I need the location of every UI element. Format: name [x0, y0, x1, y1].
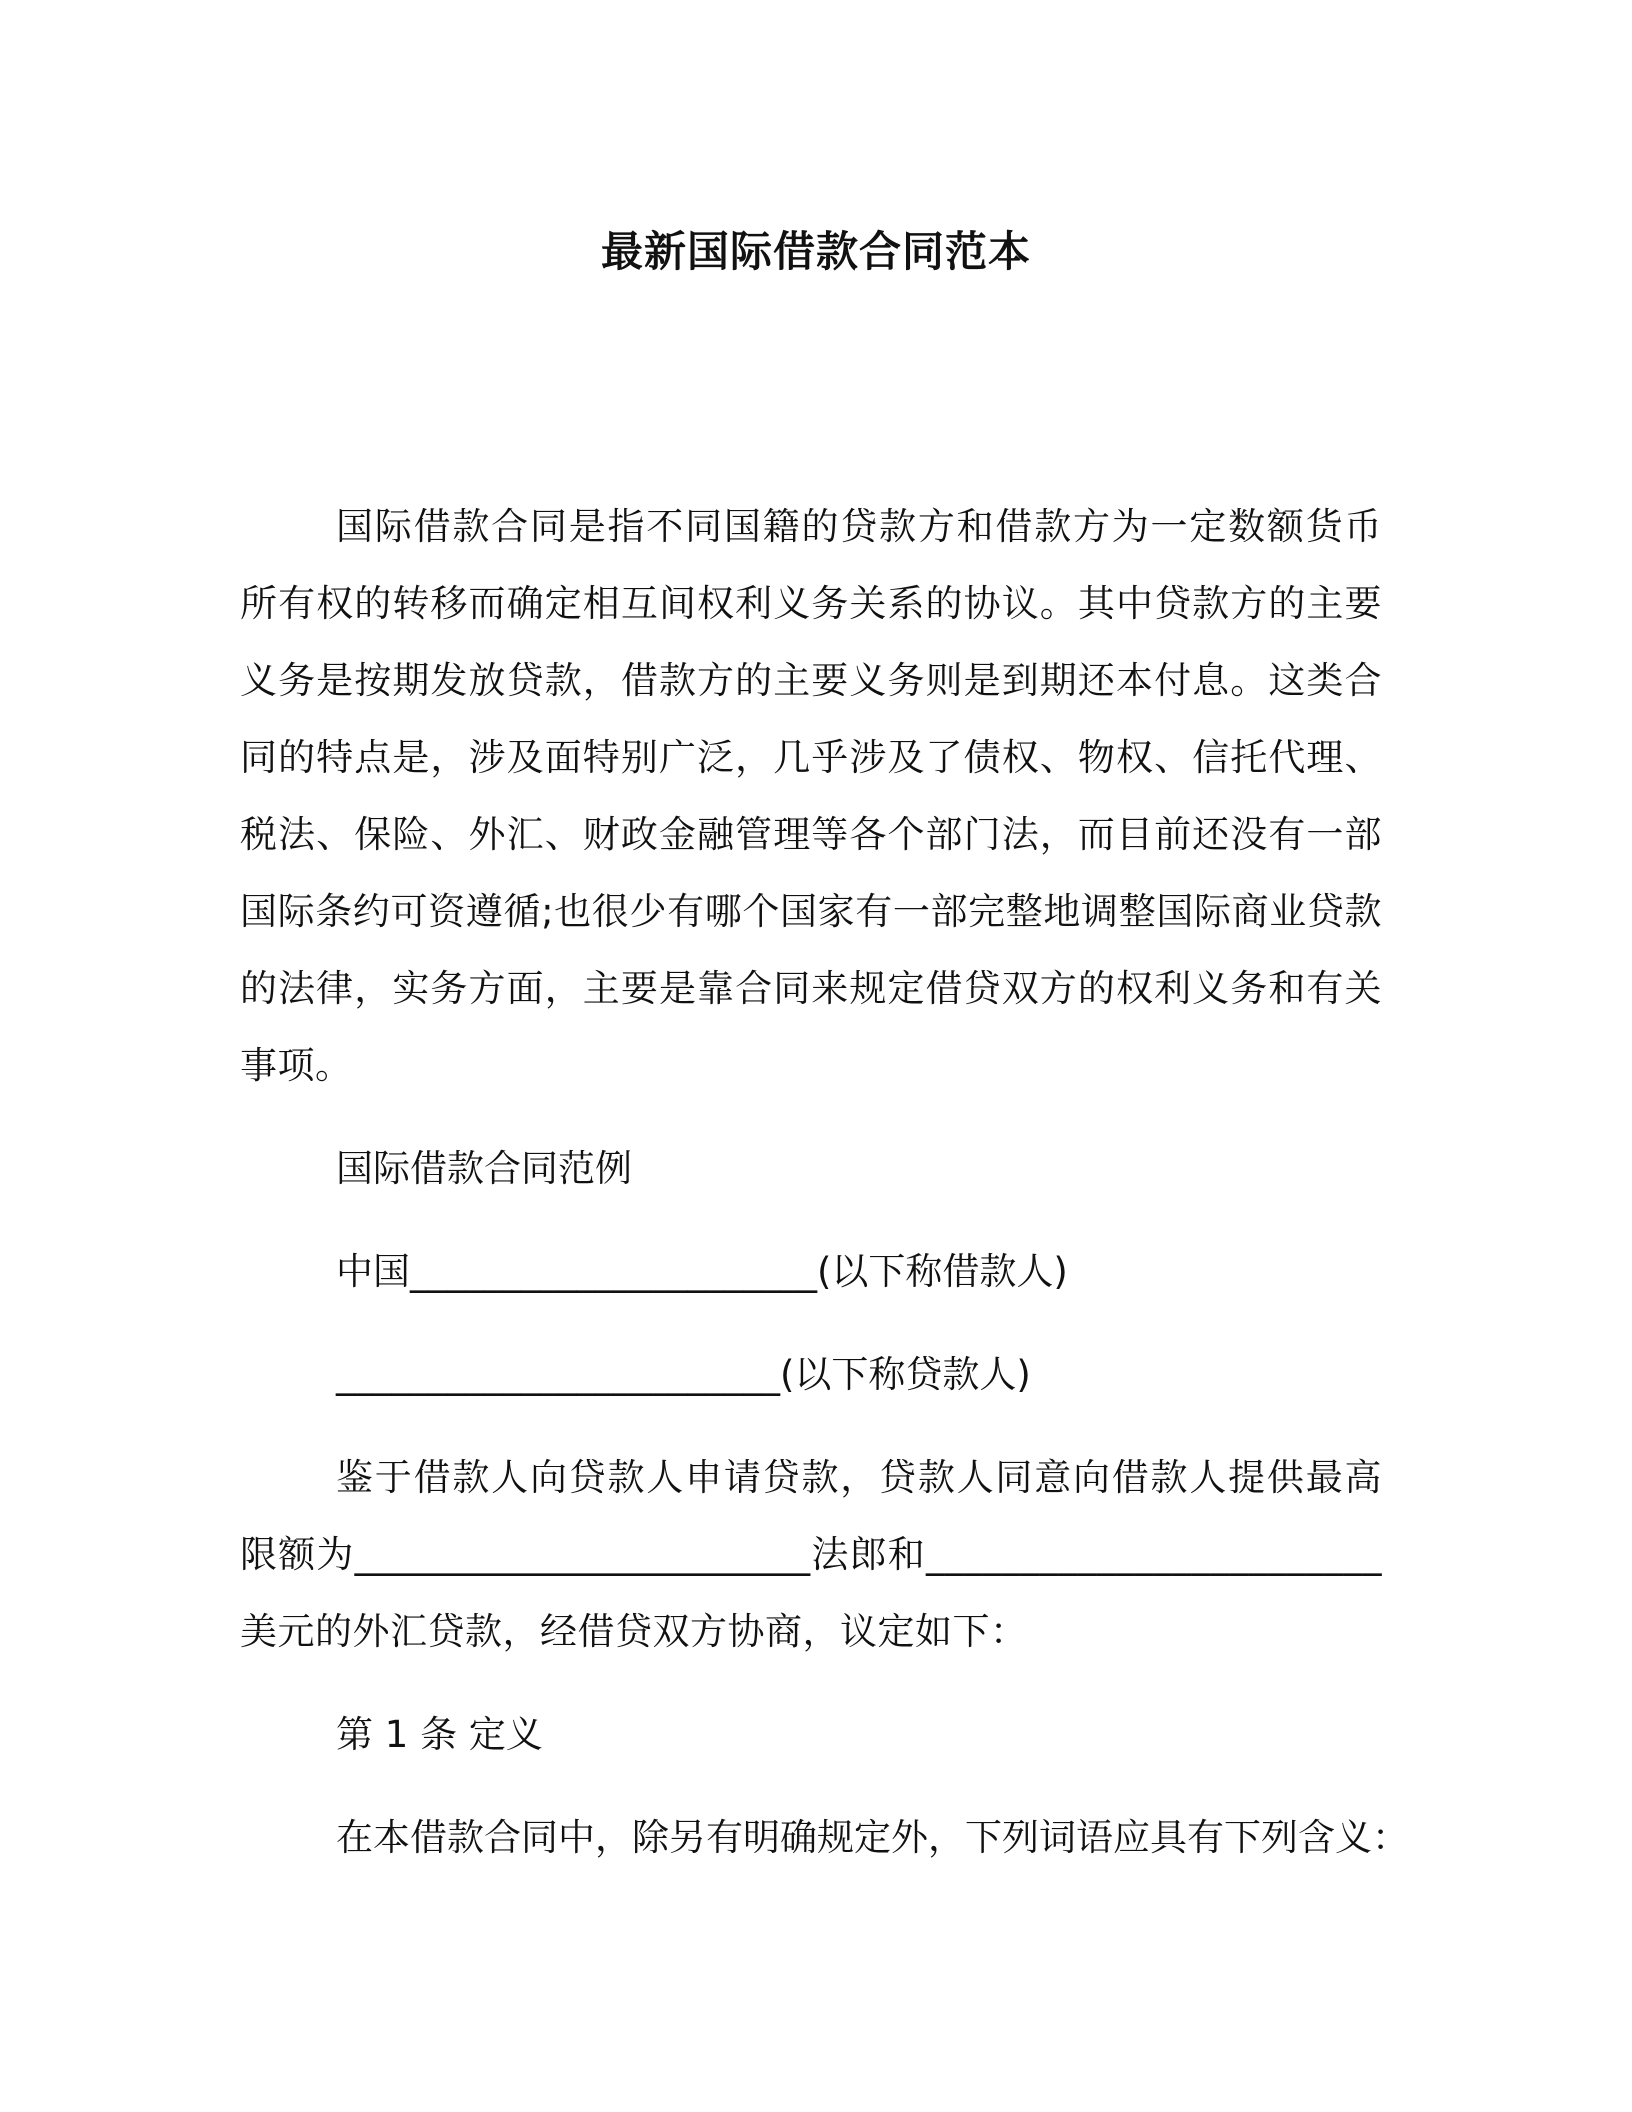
- article-1-text: 在本借款合同中，除另有明确规定外，下列词语应具有下列含义：: [336, 1816, 1409, 1859]
- borrower-line: 中国______________________(以下称借款人): [336, 1250, 1068, 1293]
- article-1-heading: 第 1 条 定义: [336, 1713, 543, 1756]
- document-body: [240, 488, 1409, 1876]
- example-heading: 国际借款合同范例: [336, 1147, 632, 1190]
- intro-paragraph: 国际借款合同是指不同国籍的贷款方和借款方为一定数额货币所有权的转移而确定相互间权利义务关系的协议。其中贷款方的主要义务是按期发放贷款，借款方的主要义务则是到期还本付息。这类合同的特点是，涉及面特别广泛，几乎涉及了债权、物权、信托代理、税法、保险、外汇、财政金融管理等各个部门法，而目前还没有一部国际条约可资遵循;也很少有哪个国家有一部完整地调整国际商业贷款的法律，实务方面，主要是靠合同来规定借贷双方的权利义务和有关事项。: [240, 505, 1382, 1087]
- whereas-paragraph: 鉴于借款人向贷款人申请贷款，贷款人同意向借款人提供最高限额为________________________法郎和________________________美元的外汇贷款，经借贷双方协商，议定如下：: [240, 1456, 1382, 1653]
- lender-line: ________________________(以下称贷款人): [336, 1353, 1031, 1396]
- document-title: 最新国际借款合同范本: [600, 227, 1031, 276]
